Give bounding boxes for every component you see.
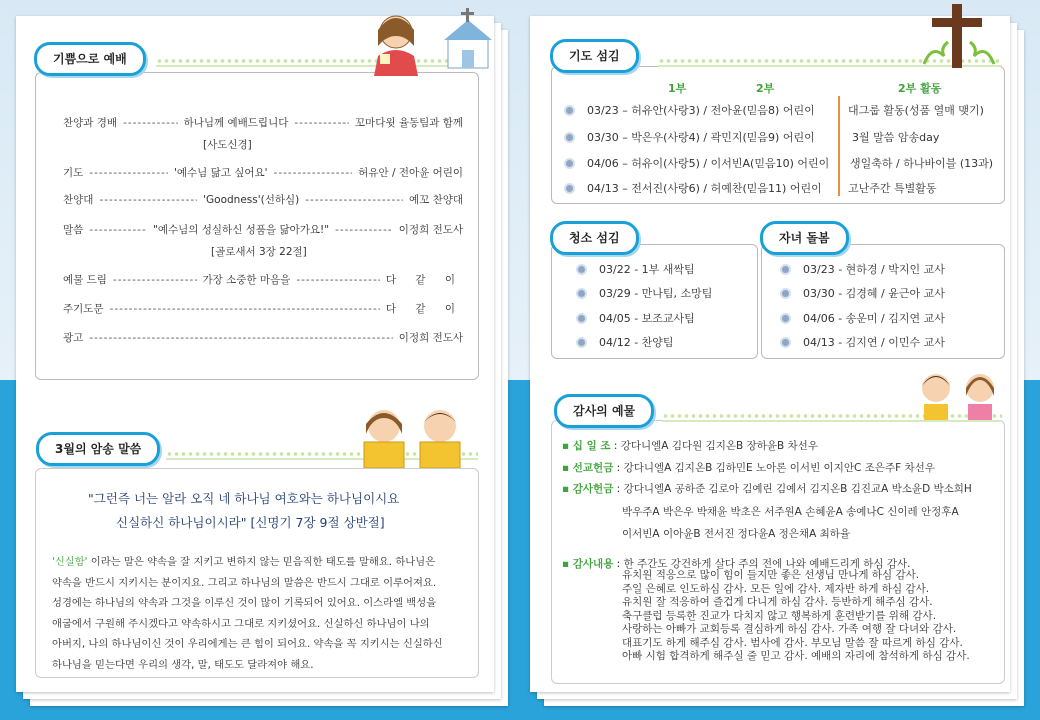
activity-item: 대그룹 활동(성품 열매 맺기) xyxy=(848,104,984,117)
care-row: 03/30 - 김경혜 / 윤근아 교사 xyxy=(780,285,945,301)
verse-line-1: "그런즉 너는 알라 오직 네 하나님 여호와는 하나님이시요 xyxy=(88,491,400,506)
order-row-choir: 찬양대 ----- 'Goodness'(선하심) ----- 예꼬 찬양대 xyxy=(63,192,463,207)
prayer-title-tab: 기도 섬김 xyxy=(550,39,639,73)
bullet-icon xyxy=(564,158,575,169)
prayer-row: 03/23 – 허유안(사랑3) / 전아윤(믿음8) 어린이 xyxy=(564,102,815,118)
thanks-offering-row: ▪ 감사헌금 : 강다니엘A 공하준 김로아 김예린 김예서 김지온B 김진교A 박소윤D 박소희H xyxy=(562,483,972,495)
thanks-title-tab: 감사의 예물 xyxy=(554,394,654,428)
verse-line-2: 신실하신 하나님이시라" [신명기 7장 9절 상반절] xyxy=(116,515,385,530)
bullet-icon xyxy=(564,183,575,194)
order-row-sermon: 말씀 ----- "예수님의 성실하신 성품을 닮아가요!" ----- 이정희 전도사 xyxy=(63,222,463,237)
jesus-and-church-illustration xyxy=(358,6,498,76)
verse-title-tab: 3월의 암송 말씀 xyxy=(36,432,160,466)
activity-item: 3월 말씀 암송day xyxy=(852,131,940,144)
tithe-row: ▪ 십 일 조 : 강다니엘A 김다원 김지온B 장하윤B 차선우 xyxy=(562,440,818,452)
right-page xyxy=(530,16,1010,692)
care-title-tab: 자녀 돌봄 xyxy=(760,221,849,255)
bullet-icon xyxy=(780,264,791,275)
cross-icon xyxy=(914,4,1004,68)
bullet-icon xyxy=(780,288,791,299)
highlight-word: '신실함' xyxy=(52,556,88,568)
left-page xyxy=(16,16,494,692)
bullet-icon xyxy=(564,105,575,116)
kids-reading-illustration xyxy=(356,404,486,468)
care-row: 04/06 - 송운미 / 김지연 교사 xyxy=(780,310,945,326)
bullet-icon xyxy=(780,313,791,324)
bullet-icon xyxy=(564,132,575,143)
bullet-icon xyxy=(576,337,587,348)
cleaning-row: 04/05 - 보조교사팀 xyxy=(576,310,695,326)
order-row-praise: 찬양과 경배 ----- 하나님께 예배드립니다 ----- 꼬마다윗 율동팀과 함께 xyxy=(63,115,463,130)
thanks-content-row: ▪ 감사내용 : 한 주간도 강건하게 살다 주의 전에 나와 예배드리게 하심 감사. xyxy=(562,558,911,570)
activity-item: 고난주간 특별활동 xyxy=(848,182,937,195)
prayer-col3-header: 2부 활동 xyxy=(898,82,942,95)
order-sub-scripture: [골로새서 3장 22절] xyxy=(211,246,307,258)
cleaning-row: 03/29 - 만나팀, 소망팀 xyxy=(576,285,712,301)
care-row: 04/13 - 김지연 / 이민수 교사 xyxy=(780,334,945,350)
care-row: 03/23 - 현하경 / 박지인 교사 xyxy=(780,261,945,277)
cleaning-title-tab: 청소 섬김 xyxy=(550,221,639,255)
bullet-icon xyxy=(780,337,791,348)
praying-kids-illustration xyxy=(914,368,1004,420)
bullet-icon xyxy=(576,264,587,275)
prayer-row: 04/06 – 허유이(사랑5) / 이서빈A(믿음10) 어린이 xyxy=(564,155,829,171)
cleaning-row: 04/12 - 찬양팀 xyxy=(576,334,674,350)
order-row-offering: 예물 드림 ----- 가장 소중한 마음을 ----- 다 같 이 xyxy=(63,272,463,287)
prayer-row: 03/30 – 박은우(사랑4) / 곽민지(믿음9) 어린이 xyxy=(564,129,815,145)
order-row-prayer: 기도 ----- '예수님 닮고 싶어요' ----- 허유안 / 전아윤 어린이 xyxy=(63,165,463,180)
order-row-notice: 광고 ----- 이정희 전도사 xyxy=(63,330,463,345)
order-sub-creed: [사도신경] xyxy=(203,139,252,151)
prayer-col2-header: 2부 xyxy=(756,82,775,95)
worship-title-tab: 기쁨으로 예배 xyxy=(34,42,146,76)
thanks-content-lines: 유치원 적응으로 많이 힘이 들지만 좋은 선생님 만나게 하심 감사. 주일 은혜로 인도하심 감사. 모든 일에 감사. 제자반 하게 하심 감사. 유치원 잘 적응하여 즐겁게 다니게 하심 감사. 등반하게 해주심 감사. 축구클럽 등록한 진교가 다치지 않고 행복하게 훈련받기를 위해 감사. 사랑하는 아빠가 교회등록 결심하게 하심 감사. 가족 여행 잘 다녀와 감사. 대표기도 하게 해주심 감사. 범사에 감사. 부모님 말씀 잘 따르게 하심 감사. 아빠 시험 합격하게 해주실 줄 믿고 감사. 예배의 자리에 참석하게 하심 감사. xyxy=(622,569,970,662)
thanks-offering-row-2: 박우주A 박은우 박채윤 박초은 서주원A 손혜윤A 송예나C 신이레 안정후A xyxy=(622,506,959,518)
prayer-activity-divider xyxy=(838,96,840,196)
prayer-row: 04/13 – 전서진(사랑6) / 허예찬(믿음11) 어린이 xyxy=(564,180,822,196)
cleaning-row: 03/22 - 1부 새싹팀 xyxy=(576,261,695,277)
bullet-icon xyxy=(576,288,587,299)
activity-item: 생일축하 / 하나바이블 (13과) xyxy=(850,157,994,170)
prayer-col1-header: 1부 xyxy=(668,82,687,95)
order-row-lords-prayer: 주기도문 ----- 다 같 이 xyxy=(63,301,463,316)
thanks-offering-row-3: 이서빈A 이아윤B 전서진 정다윤A 정은채A 최하율 xyxy=(622,528,851,540)
verse-explanation: '신실함' 이라는 말은 약속을 잘 지키고 변하지 않는 믿음직한 태도를 말해요. 하나님은 약속을 반드시 지키시는 분이지요. 그리고 하나님의 말씀은 반드시 그대로 이루어져요. 성경에는 하나님의 약속과 그것을 이루신 것이 많이 기록되어 있어요. 이스라엘 백성을 애굽에서 구원해 주시겠다고 약속하시고 그대로 지키셨어요. 신실하신 하나님이 나의 아버지, 나의 하나님이신 것이 우리에게는 큰 힘이 되어요. 약속을 꼭 지키시는 신실하신 하나님을 믿는다면 우리의 생각, 말, 태도도 달라져야 해요. xyxy=(52,556,443,671)
mission-row: ▪ 선교헌금 : 강다니엘A 김지온B 김하민E 노아론 이서빈 이지안C 조은주F 차선우 xyxy=(562,462,935,474)
bullet-icon xyxy=(576,313,587,324)
